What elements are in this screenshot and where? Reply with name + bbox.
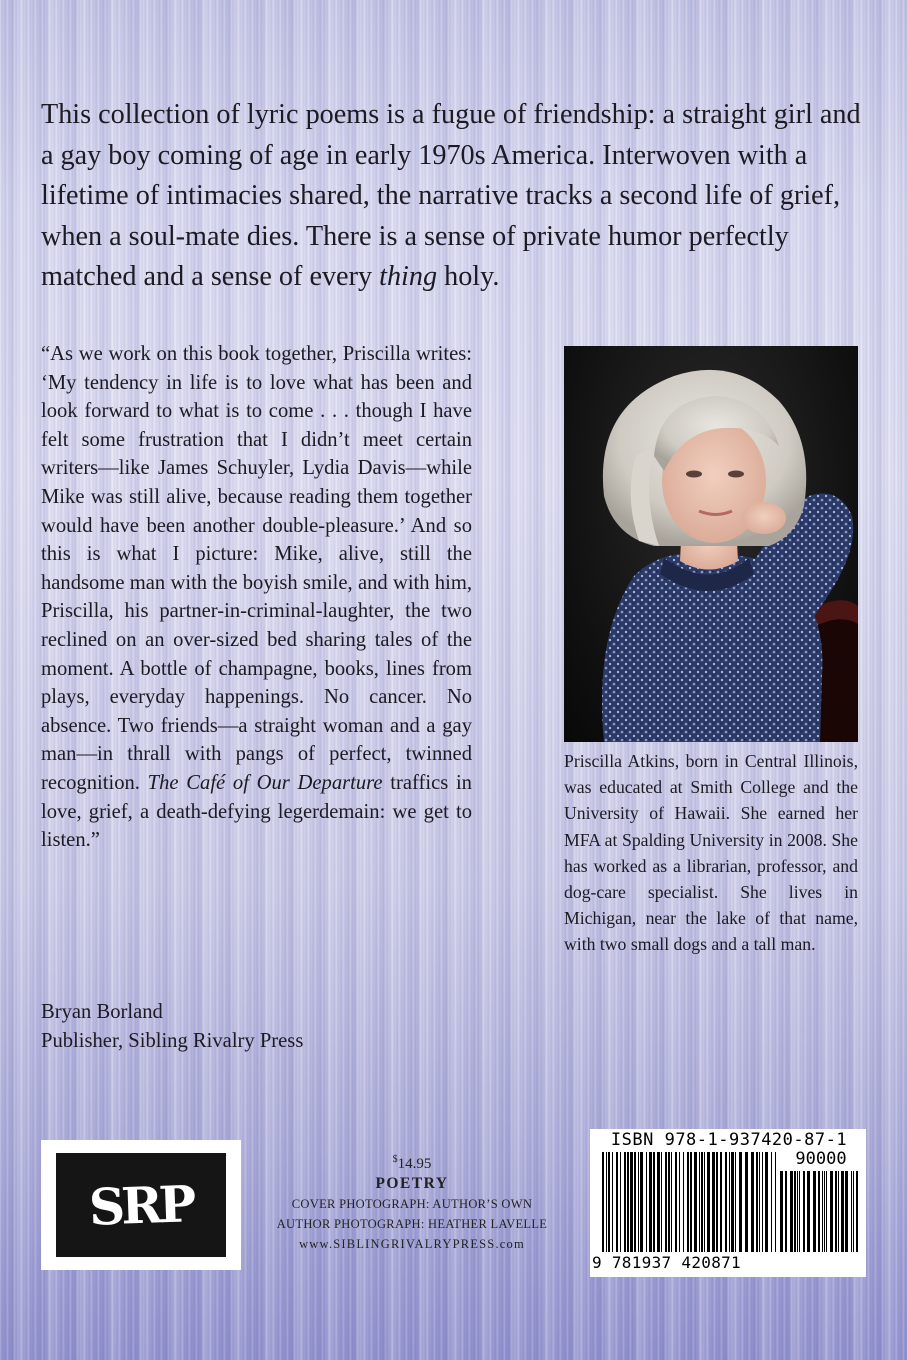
barcode-bar	[661, 1152, 662, 1252]
barcode-bar	[851, 1171, 852, 1252]
isbn-barcode	[590, 1129, 866, 1277]
attribution-role: Publisher, Sibling Rivalry Press	[41, 1030, 304, 1052]
barcode-bar	[683, 1152, 684, 1252]
barcode-bar	[716, 1152, 718, 1252]
barcode-bar	[634, 1152, 636, 1252]
barcode-bar	[712, 1152, 715, 1252]
barcode-bar	[638, 1152, 639, 1252]
barcode-bar	[756, 1152, 758, 1252]
barcode-bar	[803, 1171, 805, 1252]
barcode-bar	[701, 1152, 703, 1252]
barcode-bar	[785, 1171, 787, 1252]
attribution-name: Bryan Borland	[41, 1001, 163, 1023]
book-title: The Café of Our Departure	[147, 771, 383, 794]
addon-code: 90000	[795, 1149, 847, 1169]
barcode-bar	[699, 1152, 700, 1252]
barcode-bar	[794, 1171, 796, 1252]
barcode-bar	[799, 1171, 800, 1252]
ean-barcode-bars	[602, 1152, 778, 1252]
barcode-bar	[759, 1152, 760, 1252]
barcode-bar	[675, 1152, 677, 1252]
barcode-bar	[668, 1152, 670, 1252]
publisher-website: www.SIBLINGRIVALRYPRESS.com	[299, 1237, 525, 1251]
genre-label: POETRY	[375, 1175, 449, 1192]
barcode-bar	[762, 1152, 763, 1252]
barcode-bar	[739, 1152, 742, 1252]
barcode-bar	[725, 1152, 727, 1252]
barcode-bar	[616, 1152, 618, 1252]
barcode-bar	[690, 1152, 692, 1252]
barcode-bar	[627, 1152, 629, 1252]
barcode-bar	[775, 1152, 776, 1252]
barcode-bar	[790, 1171, 793, 1252]
barcode-bar	[765, 1152, 768, 1252]
barcode-bar	[612, 1152, 613, 1252]
barcode-bar	[780, 1171, 783, 1252]
barcode-bar	[824, 1171, 825, 1252]
barcode-bar	[679, 1152, 680, 1252]
back-cover-blurb	[41, 95, 871, 298]
blurb-text-end: holy.	[437, 261, 500, 292]
barcode-bar	[838, 1171, 839, 1252]
barcode-bar	[602, 1152, 604, 1252]
blurb-text: This collection of lyric poems is a fugue of friendship: a straight girl and a gay boy coming of age in early 1970s America. Interwoven with a lifetime of intimacies shared, the narrative tracks a second life of grief, when a soul-mate dies. There is a sense of private humor perfectly matched and a sense of every	[41, 99, 861, 292]
author-photo	[564, 346, 858, 742]
author-portrait-illustration	[564, 346, 858, 742]
barcode-bar	[771, 1152, 772, 1252]
barcode-bar	[624, 1152, 626, 1252]
barcode-bar	[745, 1152, 748, 1252]
barcode-bar	[649, 1152, 652, 1252]
barcode-bar	[826, 1171, 827, 1252]
barcode-bar	[640, 1152, 643, 1252]
logo-text: SRP	[88, 1173, 194, 1237]
barcode-bar	[694, 1152, 697, 1252]
barcode-bar	[608, 1152, 610, 1252]
barcode-bar	[813, 1171, 816, 1252]
barcode-bar	[807, 1171, 810, 1252]
credits-block	[262, 1150, 562, 1254]
barcode-bar	[606, 1152, 607, 1252]
barcode-bar	[853, 1171, 854, 1252]
barcode-bar	[707, 1152, 710, 1252]
barcode-bar	[657, 1152, 660, 1252]
cover-photo-credit: COVER PHOTOGRAPH: AUTHOR’S OWN	[291, 1197, 533, 1211]
barcode-bar	[671, 1152, 672, 1252]
blurb-emphasis: thing	[379, 261, 438, 292]
barcode-bar	[620, 1152, 621, 1252]
barcode-bar	[653, 1152, 655, 1252]
barcode-bar	[856, 1171, 858, 1252]
price-symbol: $	[392, 1154, 398, 1165]
barcode-bar	[818, 1171, 820, 1252]
addon-barcode-bars	[780, 1171, 860, 1252]
barcode-bar	[797, 1171, 798, 1252]
publisher-quote	[41, 340, 472, 855]
barcode-bar	[720, 1152, 722, 1252]
barcode-bar	[822, 1171, 823, 1252]
isbn-number: ISBN 978-1-937420-87-1	[610, 1130, 848, 1150]
price-value: 14.95	[397, 1156, 432, 1172]
barcode-bar	[835, 1171, 837, 1252]
barcode-bar	[646, 1152, 647, 1252]
author-bio: Priscilla Atkins, born in Central Illinois, was educated at Smith College and the University of Hawaii. She earned her MFA at Spalding University in 2008. She has worked as a librarian, professor, and dog-care specialist. She lives in Michigan, near the lake of that name, with two small dogs and a tall man.	[564, 751, 858, 955]
barcode-bar	[731, 1152, 734, 1252]
barcode-bar	[845, 1171, 848, 1252]
author-photo-credit: AUTHOR PHOTOGRAPH: HEATHER LAVELLE	[276, 1217, 548, 1231]
barcode-bar	[687, 1152, 689, 1252]
barcode-bar	[751, 1152, 754, 1252]
barcode-bar	[704, 1152, 705, 1252]
publisher-logo	[41, 1140, 241, 1270]
barcode-bar	[630, 1152, 633, 1252]
barcode-bar	[841, 1171, 844, 1252]
barcode-bar	[729, 1152, 730, 1252]
quote-text: “As we work on this book together, Priscilla writes: ‘My tendency in life is to love what has been and look forward to what is to come . . . though I have felt some frustration that I didn’t meet certain writers—like James Schuyler, Lydia Davis—while Mike was still alive, because reading them together would have been another double-pleasure.’ And so this is what I picture: Mike, alive, still the handsome man with the boyish smile, and with him, Priscilla, his partner-in-criminal-laughter, the two reclined on an over-sized bed sharing tales of the moment. A bottle of champagne, books, lines from plays, everyday happenings. No cancer. No absence. Two friends—a straight woman and a gay man—in thrall with pangs of perfect, twinned recognition.	[41, 343, 472, 794]
barcode-bar	[830, 1171, 833, 1252]
quote-text-end: traffics in love, grief, a death-defying legerdemain: we get to listen.”	[41, 771, 472, 852]
barcode-bar	[665, 1152, 667, 1252]
barcode-bar	[735, 1152, 736, 1252]
price	[262, 1150, 562, 1174]
quote-attribution	[41, 998, 303, 1056]
ean-number: 9 781937 420871	[592, 1253, 741, 1272]
